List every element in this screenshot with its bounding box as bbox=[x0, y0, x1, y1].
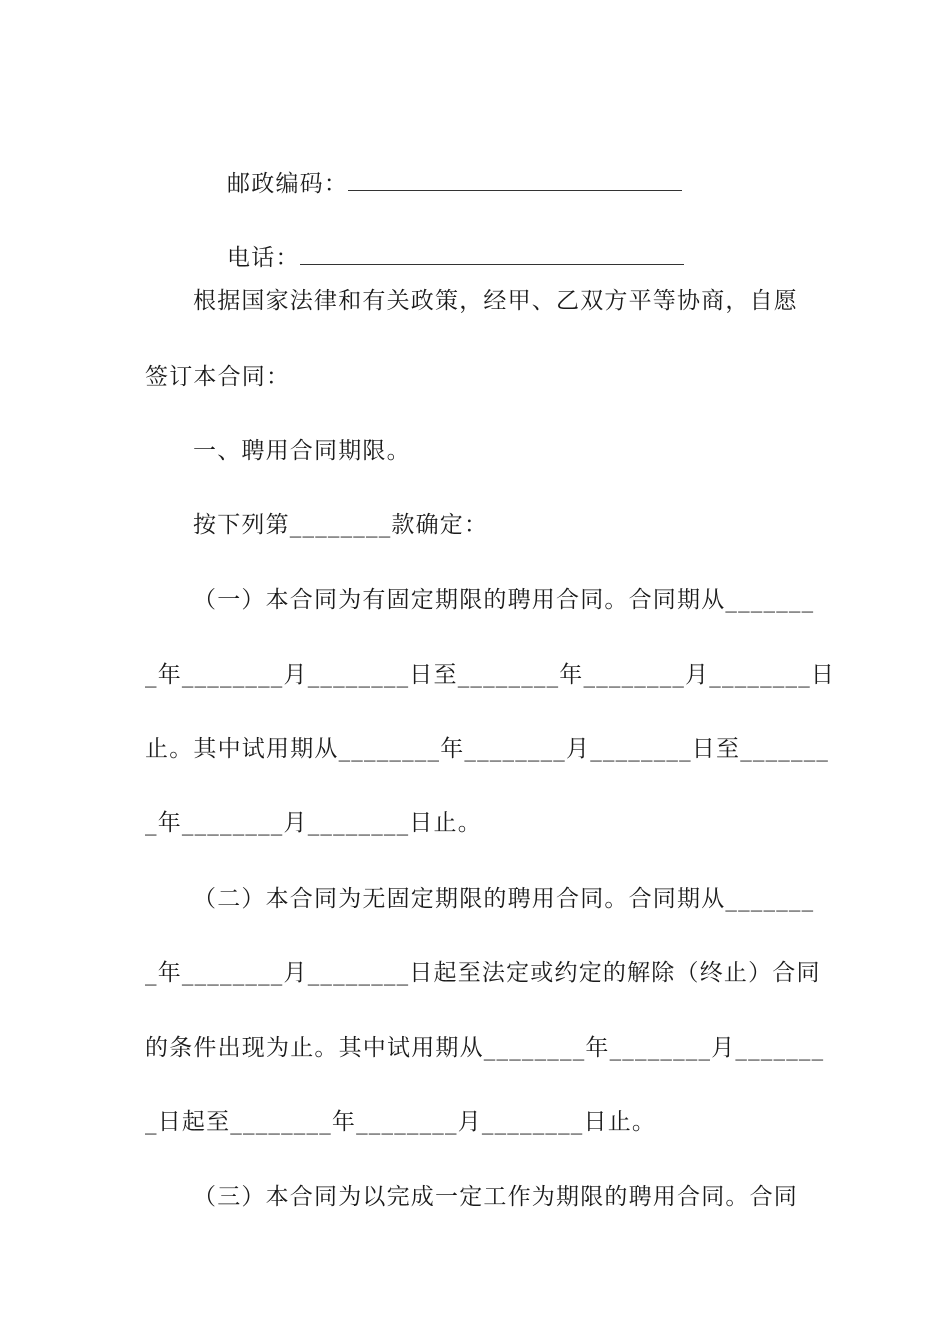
paragraph-line: _年________月________日起至法定或约定的解除（终止）合同 bbox=[145, 960, 821, 986]
phone-blank bbox=[300, 242, 684, 265]
paragraph-line: （三）本合同为以完成一定工作为期限的聘用合同。合同 bbox=[193, 1184, 798, 1210]
paragraph-line: 签订本合同： bbox=[145, 364, 291, 390]
paragraph-line: 根据国家法律和有关政策，经甲、乙双方平等协商，自愿 bbox=[193, 288, 798, 314]
paragraph-line: _年________月________日止。 bbox=[145, 810, 482, 836]
paragraph-line: _日起至________年________月________日止。 bbox=[145, 1109, 657, 1135]
paragraph-line: （二）本合同为无固定期限的聘用合同。合同期从_______ bbox=[193, 886, 815, 912]
paragraph-line: 按下列第________款确定： bbox=[193, 512, 489, 538]
section-heading: 一、聘用合同期限。 bbox=[193, 438, 411, 464]
paragraph-line: 的条件出现为止。其中试用期从________年________月_______ bbox=[145, 1035, 825, 1061]
paragraph-line: （一）本合同为有固定期限的聘用合同。合同期从_______ bbox=[193, 587, 815, 613]
paragraph-line: 止。其中试用期从________年________月________日至_______ bbox=[145, 736, 830, 762]
phone-label: 电话： bbox=[227, 245, 300, 271]
paragraph-line: _年________月________日至________年________月________日 bbox=[145, 662, 836, 688]
postal-code-blank bbox=[348, 168, 682, 191]
postal-code-label: 邮政编码： bbox=[227, 171, 349, 197]
